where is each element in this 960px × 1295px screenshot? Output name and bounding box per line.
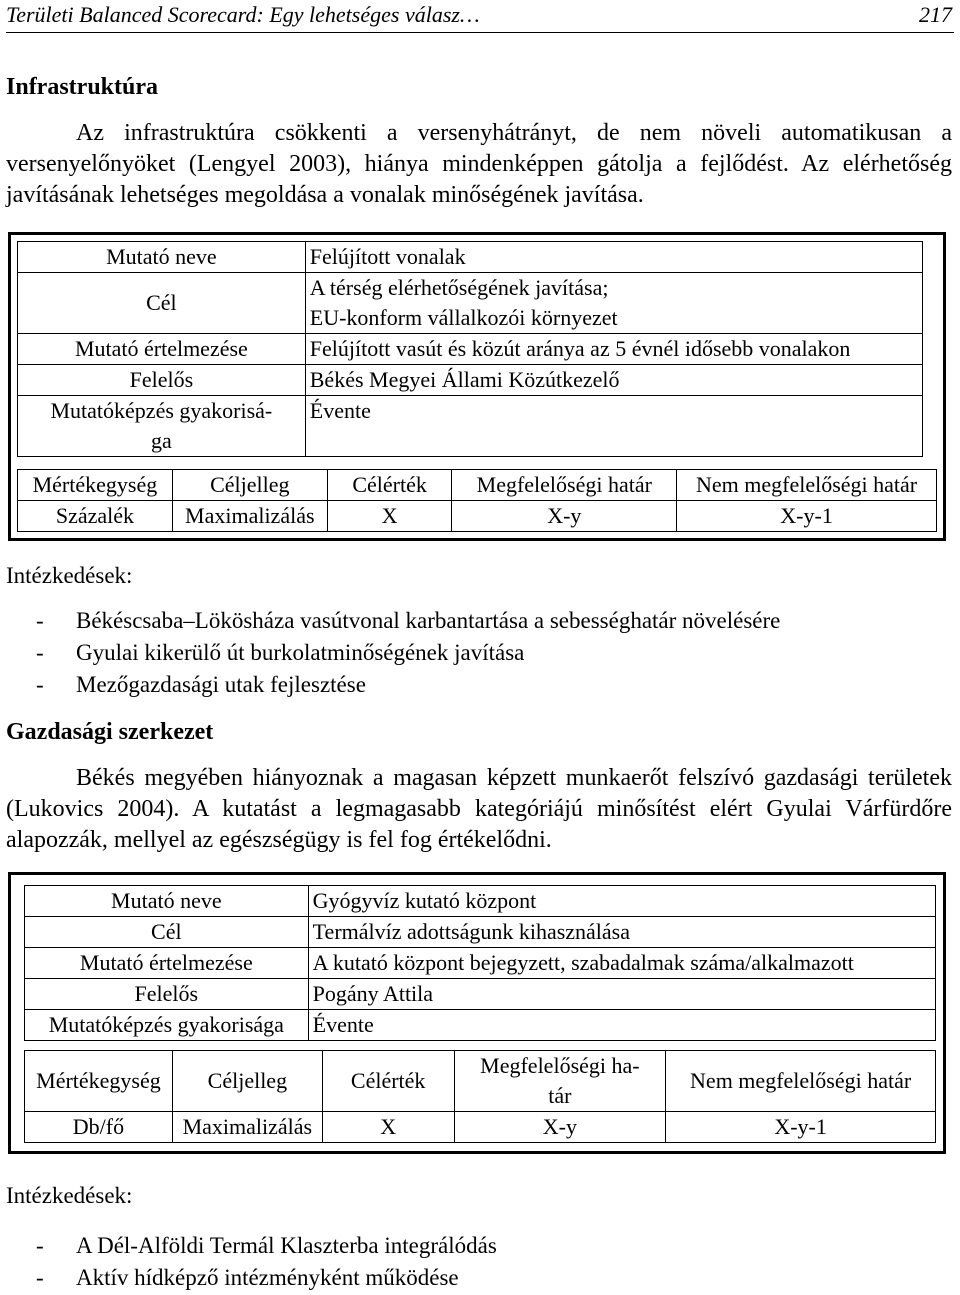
row-label: Mutató értelmezése bbox=[25, 948, 309, 979]
table-row bbox=[25, 1051, 936, 1112]
table-cell: Db/fő bbox=[25, 1112, 173, 1143]
table-cell: X bbox=[327, 501, 452, 532]
row-label: Mutató neve bbox=[18, 242, 306, 273]
indicator-table-2 bbox=[24, 885, 936, 1041]
measures-list-2 bbox=[36, 1230, 497, 1294]
running-title: Területi Balanced Scorecard: Egy lehetséges válasz… bbox=[6, 2, 480, 27]
table-row bbox=[18, 501, 937, 532]
table-row bbox=[18, 273, 923, 334]
table-cell: X-y bbox=[454, 1112, 666, 1143]
column-header: Céljelleg bbox=[172, 470, 327, 501]
row-value: Felújított vasút és közút aránya az 5 évnél idősebb vonalakon bbox=[305, 334, 922, 365]
row-label: Cél bbox=[25, 917, 309, 948]
table-cell: Maximalizálás bbox=[172, 501, 327, 532]
running-header bbox=[6, 0, 954, 33]
table-cell: X-y-1 bbox=[666, 1112, 936, 1143]
column-header: Megfelelőségi ha- tár bbox=[454, 1051, 666, 1112]
row-label: Mutatóképzés gyakorisága bbox=[25, 1010, 309, 1041]
table-row bbox=[25, 948, 936, 979]
row-label: Mutatóképzés gyakorisá- ga bbox=[18, 396, 306, 457]
column-header: Nem megfelelőségi határ bbox=[666, 1051, 936, 1112]
indicator-card-2 bbox=[8, 872, 946, 1154]
table-row bbox=[25, 917, 936, 948]
table-row bbox=[25, 1112, 936, 1143]
column-header: Megfelelőségi határ bbox=[452, 470, 677, 501]
page-number: 217 bbox=[919, 2, 952, 27]
row-value: Pogány Attila bbox=[308, 979, 935, 1010]
table-cell: X-y-1 bbox=[677, 501, 937, 532]
row-label: Mutató értelmezése bbox=[18, 334, 306, 365]
list-item: - A Dél-Alföldi Termál Klaszterba integrálódás bbox=[36, 1233, 497, 1258]
row-label: Felelős bbox=[25, 979, 309, 1010]
indicator-card-1 bbox=[8, 232, 946, 541]
row-value: Évente bbox=[305, 396, 922, 457]
measure-table-2 bbox=[24, 1050, 936, 1143]
table-cell: X bbox=[322, 1112, 454, 1143]
column-header: Mértékegység bbox=[25, 1051, 173, 1112]
table-cell: X-y bbox=[452, 501, 677, 532]
row-value: Felújított vonalak bbox=[305, 242, 922, 273]
table-cell: Maximalizálás bbox=[172, 1112, 322, 1143]
row-value: Gyógyvíz kutató központ bbox=[308, 886, 935, 917]
section2-paragraph: Békés megyében hiányoznak a magasan képzett munkaerőt felszívó gazdasági területek (Lukovics 2004). A kutatást a legmagasabb kategóriájú minősítést elért Gyulai Várfürdőre alapozzák, mellyel az egészségügy is fel fog értékelődni. bbox=[6, 765, 952, 853]
table-row bbox=[25, 886, 936, 917]
measures-label-1: Intézkedések: bbox=[6, 563, 133, 588]
section1-paragraph: Az infrastruktúra csökkenti a versenyhátrányt, de nem növeli automatikusan a versenyelőnyöket (Lengyel 2003), hiánya mindenképpen gátolja a fejlődést. Az elérhetőség javításának lehetséges megoldása a vonalak minőségének javítása. bbox=[6, 120, 952, 208]
table-row bbox=[18, 365, 923, 396]
table-row bbox=[18, 242, 923, 273]
table-row bbox=[25, 979, 936, 1010]
indicator-table-1 bbox=[17, 241, 923, 457]
measure-table-1 bbox=[17, 469, 937, 532]
table-row bbox=[18, 396, 923, 457]
list-item: - Mezőgazdasági utak fejlesztése bbox=[36, 672, 366, 697]
column-header: Célérték bbox=[327, 470, 452, 501]
row-value: Évente bbox=[308, 1010, 935, 1041]
column-header: Célérték bbox=[322, 1051, 454, 1112]
list-item: - Békéscsaba–Lökösháza vasútvonal karbantartása a sebességhatár növelésére bbox=[36, 608, 781, 633]
measures-label-2: Intézkedések: bbox=[6, 1183, 133, 1208]
row-label: Cél bbox=[18, 273, 306, 334]
row-label: Felelős bbox=[18, 365, 306, 396]
column-header: Mértékegység bbox=[18, 470, 173, 501]
table-cell: Százalék bbox=[18, 501, 173, 532]
row-value: A térség elérhetőségének javítása; EU-konform vállalkozói környezet bbox=[305, 273, 922, 334]
row-value: Békés Megyei Állami Közútkezelő bbox=[305, 365, 922, 396]
table-row bbox=[25, 1010, 936, 1041]
table-row bbox=[18, 470, 937, 501]
section-heading-economic-structure: Gazdasági szerkezet bbox=[6, 719, 214, 745]
row-label: Mutató neve bbox=[25, 886, 309, 917]
row-value: Termálvíz adottságunk kihasználása bbox=[308, 917, 935, 948]
list-item: - Gyulai kikerülő út burkolatminőségének javítása bbox=[36, 640, 525, 665]
column-header: Céljelleg bbox=[172, 1051, 322, 1112]
row-value: A kutató központ bejegyzett, szabadalmak száma/alkalmazott bbox=[308, 948, 935, 979]
table-row bbox=[18, 334, 923, 365]
section-heading-infrastructure: Infrastruktúra bbox=[6, 74, 159, 100]
column-header: Nem megfelelőségi határ bbox=[677, 470, 937, 501]
list-item: - Aktív hídképző intézményként működése bbox=[36, 1265, 459, 1290]
measures-list-1 bbox=[36, 605, 780, 701]
